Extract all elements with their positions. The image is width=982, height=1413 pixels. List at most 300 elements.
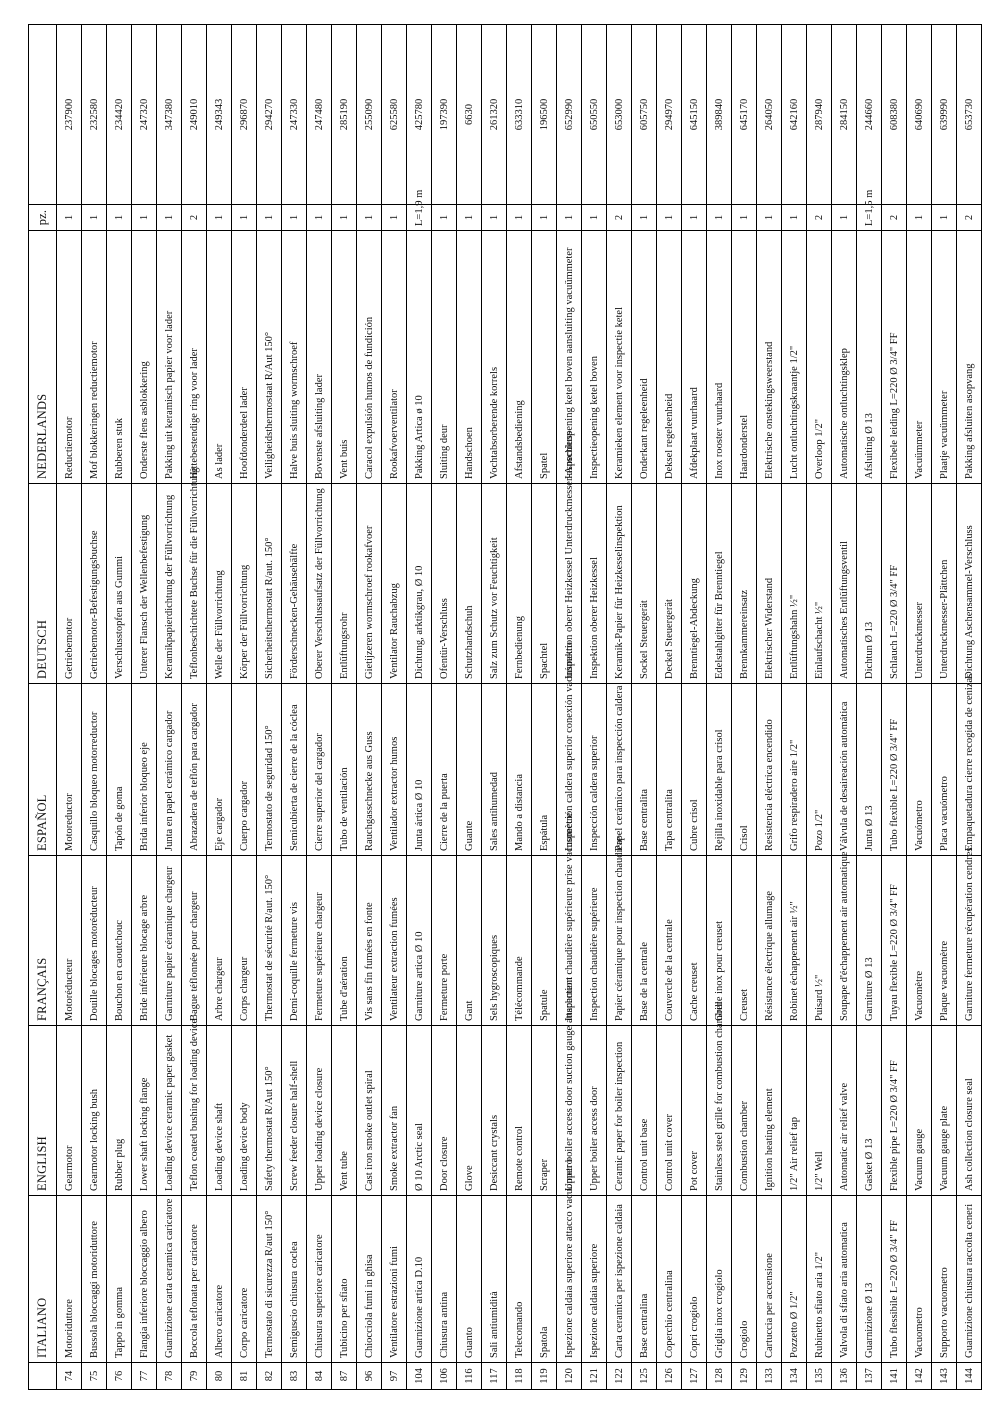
cell-english: Loading device ceramic paper gasket: [157, 1026, 182, 1196]
table-row: [782, 25, 807, 1390]
cell-francais: Résistance électrique allumage: [757, 856, 782, 1026]
cell-italiano: Guanto: [457, 1196, 482, 1363]
spare-parts-table: [28, 24, 982, 1390]
cell-english: Flexible pipe L=220 Ø 3/4" FF: [882, 1026, 907, 1196]
cell-francais: Fermeture porte: [432, 856, 457, 1026]
cell-quantity: 1: [132, 205, 157, 231]
header-quantity: pz.: [29, 205, 57, 231]
cell-francais: Demi-coquille fermeture vis: [282, 856, 307, 1026]
cell-code: 197390: [432, 25, 457, 205]
cell-italiano: Albero caricatore: [207, 1196, 232, 1363]
cell-italiano: Vacuometro: [907, 1196, 932, 1363]
cell-italiano: Tubicino per sfiato: [332, 1196, 357, 1363]
cell-english: Teflon coated bushing for loading device: [182, 1026, 207, 1196]
cell-number: 118: [507, 1363, 532, 1390]
cell-deutsch: Keramik-Papier für Heizkesselinspektion: [607, 484, 632, 684]
cell-francais: Creuset: [732, 856, 757, 1026]
cell-code: 652990: [557, 25, 582, 205]
cell-number: 133: [757, 1363, 782, 1390]
cell-deutsch: Dichtung, arktikgrau, Ø 10: [407, 484, 432, 684]
header-italiano: ITALIANO: [29, 1196, 57, 1363]
cell-quantity: 1: [907, 205, 932, 231]
cell-code: 625580: [382, 25, 407, 205]
cell-english: Ceramic paper for boiler inspection: [607, 1026, 632, 1196]
cell-quantity: 1: [832, 205, 857, 231]
cell-espanol: Cuerpo cargador: [232, 684, 257, 856]
cell-francais: Vacuomètre: [907, 856, 932, 1026]
cell-francais: Fermeture supérieure chargeur: [307, 856, 332, 1026]
cell-quantity: 1: [657, 205, 682, 231]
cell-deutsch: Unterdruckmesser-Plättchen: [932, 484, 957, 684]
cell-francais: Robinet échappement air ½": [782, 856, 807, 1026]
cell-number: 79: [182, 1363, 207, 1390]
cell-italiano: Boccola teflonata per caricatore: [182, 1196, 207, 1363]
cell-code: 389840: [707, 25, 732, 205]
cell-nederlands: Vacuümmeter: [907, 231, 932, 484]
cell-deutsch: Entlüftungsrohr: [332, 484, 357, 684]
cell-deutsch: Elektrischer Widerstand: [757, 484, 782, 684]
cell-english: Glove: [457, 1026, 482, 1196]
cell-code: 232580: [82, 25, 107, 205]
cell-deutsch: Ventilator Rauchabzug: [382, 484, 407, 684]
cell-nederlands: Mof blokkeringen reductiemotor: [82, 231, 107, 484]
cell-quantity: 1: [57, 205, 82, 231]
cell-number: 97: [382, 1363, 407, 1390]
cell-deutsch: Getriebemotor-Befestigungsbuchse: [82, 484, 107, 684]
cell-italiano: Guarnizione Ø 13: [857, 1196, 882, 1363]
cell-italiano: Pozzetto Ø 1/2": [782, 1196, 807, 1363]
cell-english: Loading device shaft: [207, 1026, 232, 1196]
cell-nederlands: Caracol expulsión humos de fundición: [357, 231, 382, 484]
table-row: [507, 25, 532, 1390]
cell-francais: Grille inox pour creuset: [707, 856, 732, 1026]
cell-nederlands: Hittebestendige ring voor lader: [182, 231, 207, 484]
cell-quantity: 1: [357, 205, 382, 231]
cell-italiano: Guarnizione carta ceramica caricatore: [157, 1196, 182, 1363]
cell-nederlands: Deksel regeleenheid: [657, 231, 682, 484]
cell-francais: Cache creuset: [682, 856, 707, 1026]
cell-deutsch: Einlaufschacht ½": [807, 484, 832, 684]
cell-code: 244660: [857, 25, 882, 205]
cell-italiano: Crogiolo: [732, 1196, 757, 1363]
cell-italiano: Telecomando: [507, 1196, 532, 1363]
table-row: [457, 25, 482, 1390]
cell-espanol: Resistencia eléctrica encendido: [757, 684, 782, 856]
cell-english: Door closure: [432, 1026, 457, 1196]
cell-espanol: Eje cargador: [207, 684, 232, 856]
table-row: [682, 25, 707, 1390]
rotated-page: [28, 25, 975, 1390]
cell-code: 261320: [482, 25, 507, 205]
cell-code: 287940: [807, 25, 832, 205]
cell-espanol: Papel cerámico para inspección caldera: [607, 684, 632, 856]
cell-number: 144: [957, 1363, 982, 1390]
table-row: [632, 25, 657, 1390]
cell-quantity: 1: [757, 205, 782, 231]
cell-quantity: 1: [457, 205, 482, 231]
cell-italiano: Rubinetto sfiato aria 1/2": [807, 1196, 832, 1363]
cell-deutsch: Fernbedienung: [507, 484, 532, 684]
cell-espanol: Guante: [457, 684, 482, 856]
cell-deutsch: Brenntiegel-Abdeckung: [682, 484, 707, 684]
cell-deutsch: Getriebemotor: [57, 484, 82, 684]
cell-english: Control unit base: [632, 1026, 657, 1196]
table-row: [907, 25, 932, 1390]
cell-deutsch: Salz zum Schutz vor Feuchtigkeit: [482, 484, 507, 684]
cell-number: 74: [57, 1363, 82, 1390]
cell-nederlands: Reductiemotor: [57, 231, 82, 484]
table-body: [57, 25, 982, 1390]
cell-nederlands: Handschoen: [457, 231, 482, 484]
table-row: [132, 25, 157, 1390]
cell-nederlands: As lader: [207, 231, 232, 484]
cell-espanol: Crisol: [732, 684, 757, 856]
cell-quantity: 1: [632, 205, 657, 231]
cell-espanol: Tubo flexible L=220 Ø 3/4" FF: [882, 684, 907, 856]
cell-deutsch: Welle der Füllvorrichtung: [207, 484, 232, 684]
cell-espanol: Inspección caldera superior: [582, 684, 607, 856]
table-row: [807, 25, 832, 1390]
cell-espanol: Cierre de la puerta: [432, 684, 457, 856]
cell-francais: Inspection chaudière supérieure: [582, 856, 607, 1026]
cell-quantity: 2: [882, 205, 907, 231]
cell-italiano: Supporto vacuometro: [932, 1196, 957, 1363]
cell-francais: Télécommande: [507, 856, 532, 1026]
cell-english: Gearmotor locking bush: [82, 1026, 107, 1196]
cell-english: Smoke extractor fan: [382, 1026, 407, 1196]
cell-number: 120: [557, 1363, 582, 1390]
cell-nederlands: Hoofdonderdeel lader: [232, 231, 257, 484]
cell-nederlands: Spatel: [532, 231, 557, 484]
cell-francais: Garniture Ø 13: [857, 856, 882, 1026]
cell-code: 653730: [957, 25, 982, 205]
cell-espanol: Casquillo bloqueo motorreductor: [82, 684, 107, 856]
cell-english: Control unit cover: [657, 1026, 682, 1196]
cell-number: 81: [232, 1363, 257, 1390]
cell-english: Remote control: [507, 1026, 532, 1196]
cell-quantity: 2: [957, 205, 982, 231]
cell-nederlands: Automatische ontluchtingsklep: [832, 231, 857, 484]
cell-nederlands: Vochtabsorberende korrels: [482, 231, 507, 484]
cell-espanol: Tubo de ventilación: [332, 684, 357, 856]
cell-english: Ash collection closure seal: [957, 1026, 982, 1196]
cell-code: 264050: [757, 25, 782, 205]
cell-italiano: Bussola bloccaggi motoriduttore: [82, 1196, 107, 1363]
cell-espanol: Junta ártica Ø 10: [407, 684, 432, 856]
cell-italiano: Copri crogiolo: [682, 1196, 707, 1363]
cell-english: Combustion chamber: [732, 1026, 757, 1196]
cell-nederlands: Sluiting deur: [432, 231, 457, 484]
cell-code: 642160: [782, 25, 807, 205]
cell-quantity: 2: [607, 205, 632, 231]
header-espanol: ESPAÑOL: [29, 684, 57, 856]
cell-number: 77: [132, 1363, 157, 1390]
cell-espanol: Placa vacuómetro: [932, 684, 957, 856]
cell-quantity: 1: [932, 205, 957, 231]
cell-quantity: 2: [182, 205, 207, 231]
cell-italiano: Sali antiumidità: [482, 1196, 507, 1363]
cell-italiano: Tappo in gomma: [107, 1196, 132, 1363]
cell-nederlands: Inspectieopening ketel boven aansluiting vacuümmeter: [557, 231, 582, 484]
cell-francais: Thermostat de sécurité R/aut. 150°: [257, 856, 282, 1026]
cell-nederlands: Lucht ontluchtingskraantje 1/2": [782, 231, 807, 484]
cell-nederlands: Overloop 1/2": [807, 231, 832, 484]
cell-italiano: Chiusura superiore caricatore: [307, 1196, 332, 1363]
cell-francais: Garniture artica Ø 10: [407, 856, 432, 1026]
cell-italiano: Motoriduttore: [57, 1196, 82, 1363]
cell-deutsch: Automatisches Entlüftungsventil: [832, 484, 857, 684]
cell-deutsch: Körper der Füllvorrichtung: [232, 484, 257, 684]
cell-number: 127: [682, 1363, 707, 1390]
cell-code: 645150: [682, 25, 707, 205]
cell-english: 1/2" Well: [807, 1026, 832, 1196]
cell-english: Vacuum gauge plate: [932, 1026, 957, 1196]
cell-english: Gearmotor: [57, 1026, 82, 1196]
cell-nederlands: Afsluiting Ø 13: [857, 231, 882, 484]
cell-italiano: Coperchio centralina: [657, 1196, 682, 1363]
cell-italiano: Ispezione caldaia superiore: [582, 1196, 607, 1363]
cell-number: 134: [782, 1363, 807, 1390]
cell-nederlands: Vent buis: [332, 231, 357, 484]
cell-italiano: Spatola: [532, 1196, 557, 1363]
cell-code: 247320: [132, 25, 157, 205]
table-row: [582, 25, 607, 1390]
cell-espanol: Empaquetadura cierre recogida de cenizas: [957, 684, 982, 856]
table-row: [157, 25, 182, 1390]
cell-number: 121: [582, 1363, 607, 1390]
cell-number: 84: [307, 1363, 332, 1390]
cell-deutsch: Unterer Flansch der Wellenbefestigung: [132, 484, 157, 684]
cell-quantity: 1: [557, 205, 582, 231]
cell-espanol: Semicubierta de cierre de la cóclea: [282, 684, 307, 856]
cell-code: 237900: [57, 25, 82, 205]
cell-code: 247330: [282, 25, 307, 205]
cell-quantity: 1: [82, 205, 107, 231]
cell-italiano: Semiguscio chiusura coclea: [282, 1196, 307, 1363]
cell-quantity: 1: [732, 205, 757, 231]
table-row: [757, 25, 782, 1390]
cell-francais: Douille blocages motoréducteur: [82, 856, 107, 1026]
cell-quantity: 1: [707, 205, 732, 231]
cell-quantity: 1: [532, 205, 557, 231]
cell-code: 234420: [107, 25, 132, 205]
cell-deutsch: Brennkammereinsatz: [732, 484, 757, 684]
cell-number: 104: [407, 1363, 432, 1390]
cell-francais: Ventilateur extraction fumées: [382, 856, 407, 1026]
cell-quantity: 1: [157, 205, 182, 231]
cell-english: Desiccant crystals: [482, 1026, 507, 1196]
cell-english: Screw feeder closure half-shell: [282, 1026, 307, 1196]
cell-nederlands: Onderkant regeleenheid: [632, 231, 657, 484]
cell-espanol: Mando a distancia: [507, 684, 532, 856]
cell-deutsch: Spachtel: [532, 484, 557, 684]
cell-number: 75: [82, 1363, 107, 1390]
cell-espanol: Motoreductor: [57, 684, 82, 856]
cell-italiano: Chiusura antina: [432, 1196, 457, 1363]
cell-francais: Arbre chargeur: [207, 856, 232, 1026]
cell-francais: Tube d'aération: [332, 856, 357, 1026]
cell-code: 347380: [157, 25, 182, 205]
cell-italiano: Griglia inox crogiolo: [707, 1196, 732, 1363]
cell-italiano: Ispezione caldaia superiore attacco vacuometro: [557, 1196, 582, 1363]
table-row: [357, 25, 382, 1390]
cell-number: 122: [607, 1363, 632, 1390]
cell-code: 247480: [307, 25, 332, 205]
cell-quantity: 1: [507, 205, 532, 231]
cell-code: 285190: [332, 25, 357, 205]
cell-english: Upper boiler access door suction gauge attachment: [557, 1026, 582, 1196]
cell-nederlands: Afstandsbediening: [507, 231, 532, 484]
cell-nederlands: Afdekplaat vuurhaard: [682, 231, 707, 484]
table-row: [832, 25, 857, 1390]
cell-nederlands: Halve buis sluiting wormschroef: [282, 231, 307, 484]
cell-code: 650550: [582, 25, 607, 205]
cell-nederlands: Rookafvoerventilator: [382, 231, 407, 484]
table-header-row: [29, 25, 57, 1390]
cell-francais: Bouchon en caoutchouc: [107, 856, 132, 1026]
cell-code: 255090: [357, 25, 382, 205]
cell-nederlands: Bovenste afsluiting lader: [307, 231, 332, 484]
cell-nederlands: Pakking uit keramisch papier voor lader: [157, 231, 182, 484]
cell-number: 119: [532, 1363, 557, 1390]
cell-quantity: 1: [232, 205, 257, 231]
cell-number: 142: [907, 1363, 932, 1390]
cell-nederlands: Pakking Artica ø 10: [407, 231, 432, 484]
cell-francais: Inspection chaudière supérieure prise vacuomètre: [557, 856, 582, 1026]
cell-deutsch: Sockel Steuergerät: [632, 484, 657, 684]
cell-espanol: Tapón de goma: [107, 684, 132, 856]
cell-english: Upper loading device closure: [307, 1026, 332, 1196]
cell-code: 284150: [832, 25, 857, 205]
cell-francais: Papier céramique pour inspection chaudière: [607, 856, 632, 1026]
cell-italiano: Valvola di sfiato aria automatica: [832, 1196, 857, 1363]
cell-english: Loading device body: [232, 1026, 257, 1196]
cell-espanol: Inspección caldera superior conexión vacuómetro: [557, 684, 582, 856]
cell-espanol: Brida inferior bloqueo eje: [132, 684, 157, 856]
cell-number: 128: [707, 1363, 732, 1390]
cell-deutsch: Ofentür-Verschluss: [432, 484, 457, 684]
cell-english: Rubber plug: [107, 1026, 132, 1196]
cell-number: 141: [882, 1363, 907, 1390]
cell-deutsch: Deckel Steuergerät: [657, 484, 682, 684]
cell-quantity: L=1,5 m: [857, 205, 882, 231]
cell-number: 143: [932, 1363, 957, 1390]
cell-code: 425780: [407, 25, 432, 205]
cell-espanol: Sales antihumedad: [482, 684, 507, 856]
cell-code: 640690: [907, 25, 932, 205]
cell-number: 80: [207, 1363, 232, 1390]
cell-deutsch: Keramikpapierdichtung der Füllvorrichtung: [157, 484, 182, 684]
cell-deutsch: Teflonbeschichtete Buchse für die Füllvorrichtung: [182, 484, 207, 684]
cell-nederlands: Plaatje vacuümmeter: [932, 231, 957, 484]
cell-espanol: Cubre crisol: [682, 684, 707, 856]
cell-deutsch: Dichtung Aschensammel-Verschluss: [957, 484, 982, 684]
cell-number: 126: [657, 1363, 682, 1390]
table-row: [882, 25, 907, 1390]
cell-espanol: Base centralita: [632, 684, 657, 856]
cell-espanol: Junta en papel cerámico cargador: [157, 684, 182, 856]
cell-code: 294970: [657, 25, 682, 205]
cell-code: 605750: [632, 25, 657, 205]
cell-espanol: Ventilador extractor humos: [382, 684, 407, 856]
cell-nederlands: Inspectieopening ketel boven: [582, 231, 607, 484]
cell-number: 125: [632, 1363, 657, 1390]
cell-nederlands: Inox rooster vuurhaard: [707, 231, 732, 484]
cell-francais: Vis sans fin fumées en fonte: [357, 856, 382, 1026]
table-row: [57, 25, 82, 1390]
cell-francais: Tuyau flexible L=220 Ø 3/4" FF: [882, 856, 907, 1026]
table-row: [607, 25, 632, 1390]
cell-deutsch: Edelstahlgitter für Brenntiegel: [707, 484, 732, 684]
cell-deutsch: Inspektion oberer Heizkessel: [582, 484, 607, 684]
cell-deutsch: Schutzhandschuh: [457, 484, 482, 684]
header-nederlands: NEDERLANDS: [29, 231, 57, 484]
cell-deutsch: Entlüftungshahn ½": [782, 484, 807, 684]
cell-italiano: Flangia inferiore bloccaggio albero: [132, 1196, 157, 1363]
table-row: [182, 25, 207, 1390]
cell-deutsch: Inspektion oberer Heizkessel Unterdruckmesser-Anschluss: [557, 484, 582, 684]
cell-nederlands: Haardonderstel: [732, 231, 757, 484]
cell-code: 639990: [932, 25, 957, 205]
cell-espanol: Cierre superior del cargador: [307, 684, 332, 856]
table-row: [257, 25, 282, 1390]
cell-code: 653000: [607, 25, 632, 205]
cell-deutsch: Unterdruckmesser: [907, 484, 932, 684]
cell-code: 645170: [732, 25, 757, 205]
cell-italiano: Termostato di sicurezza R/aut 150°: [257, 1196, 282, 1363]
cell-number: 76: [107, 1363, 132, 1390]
cell-code: 294270: [257, 25, 282, 205]
cell-english: Vent tube: [332, 1026, 357, 1196]
cell-italiano: Base centralina: [632, 1196, 657, 1363]
cell-francais: Corps chargeur: [232, 856, 257, 1026]
cell-number: 106: [432, 1363, 457, 1390]
cell-number: 137: [857, 1363, 882, 1390]
cell-quantity: 1: [107, 205, 132, 231]
cell-espanol: Vacuómetro: [907, 684, 932, 856]
table-row: [432, 25, 457, 1390]
cell-nederlands: Veiligheidsthermostaat R/Aut 150°: [257, 231, 282, 484]
cell-italiano: Ventilatore estrazioni fumi: [382, 1196, 407, 1363]
cell-quantity: 1: [432, 205, 457, 231]
table-row: [382, 25, 407, 1390]
cell-number: 135: [807, 1363, 832, 1390]
cell-nederlands: Elektrische onstekingsweerstand: [757, 231, 782, 484]
cell-number: 87: [332, 1363, 357, 1390]
cell-english: Pot cover: [682, 1026, 707, 1196]
table-row: [732, 25, 757, 1390]
cell-italiano: Cartuccia per accensione: [757, 1196, 782, 1363]
cell-italiano: Guarnizione artica D.10: [407, 1196, 432, 1363]
table-row: [232, 25, 257, 1390]
cell-francais: Gant: [457, 856, 482, 1026]
table-row: [482, 25, 507, 1390]
cell-italiano: Corpo caricatore: [232, 1196, 257, 1363]
cell-english: 1/2" Air relief tap: [782, 1026, 807, 1196]
table-row: [207, 25, 232, 1390]
cell-english: Ignition heating element: [757, 1026, 782, 1196]
cell-francais: Spatule: [532, 856, 557, 1026]
table-row: [857, 25, 882, 1390]
cell-nederlands: Rubberen stuk: [107, 231, 132, 484]
cell-nederlands: Onderste flens asblokkering: [132, 231, 157, 484]
table-row: [532, 25, 557, 1390]
cell-code: 608380: [882, 25, 907, 205]
cell-deutsch: Oberer Verschlussaufsatz der Füllvorrichtung: [307, 484, 332, 684]
cell-espanol: Espátula: [532, 684, 557, 856]
cell-deutsch: Verschlusstopfen aus Gummi: [107, 484, 132, 684]
cell-english: Stainless steel grille for combustion chamber: [707, 1026, 732, 1196]
